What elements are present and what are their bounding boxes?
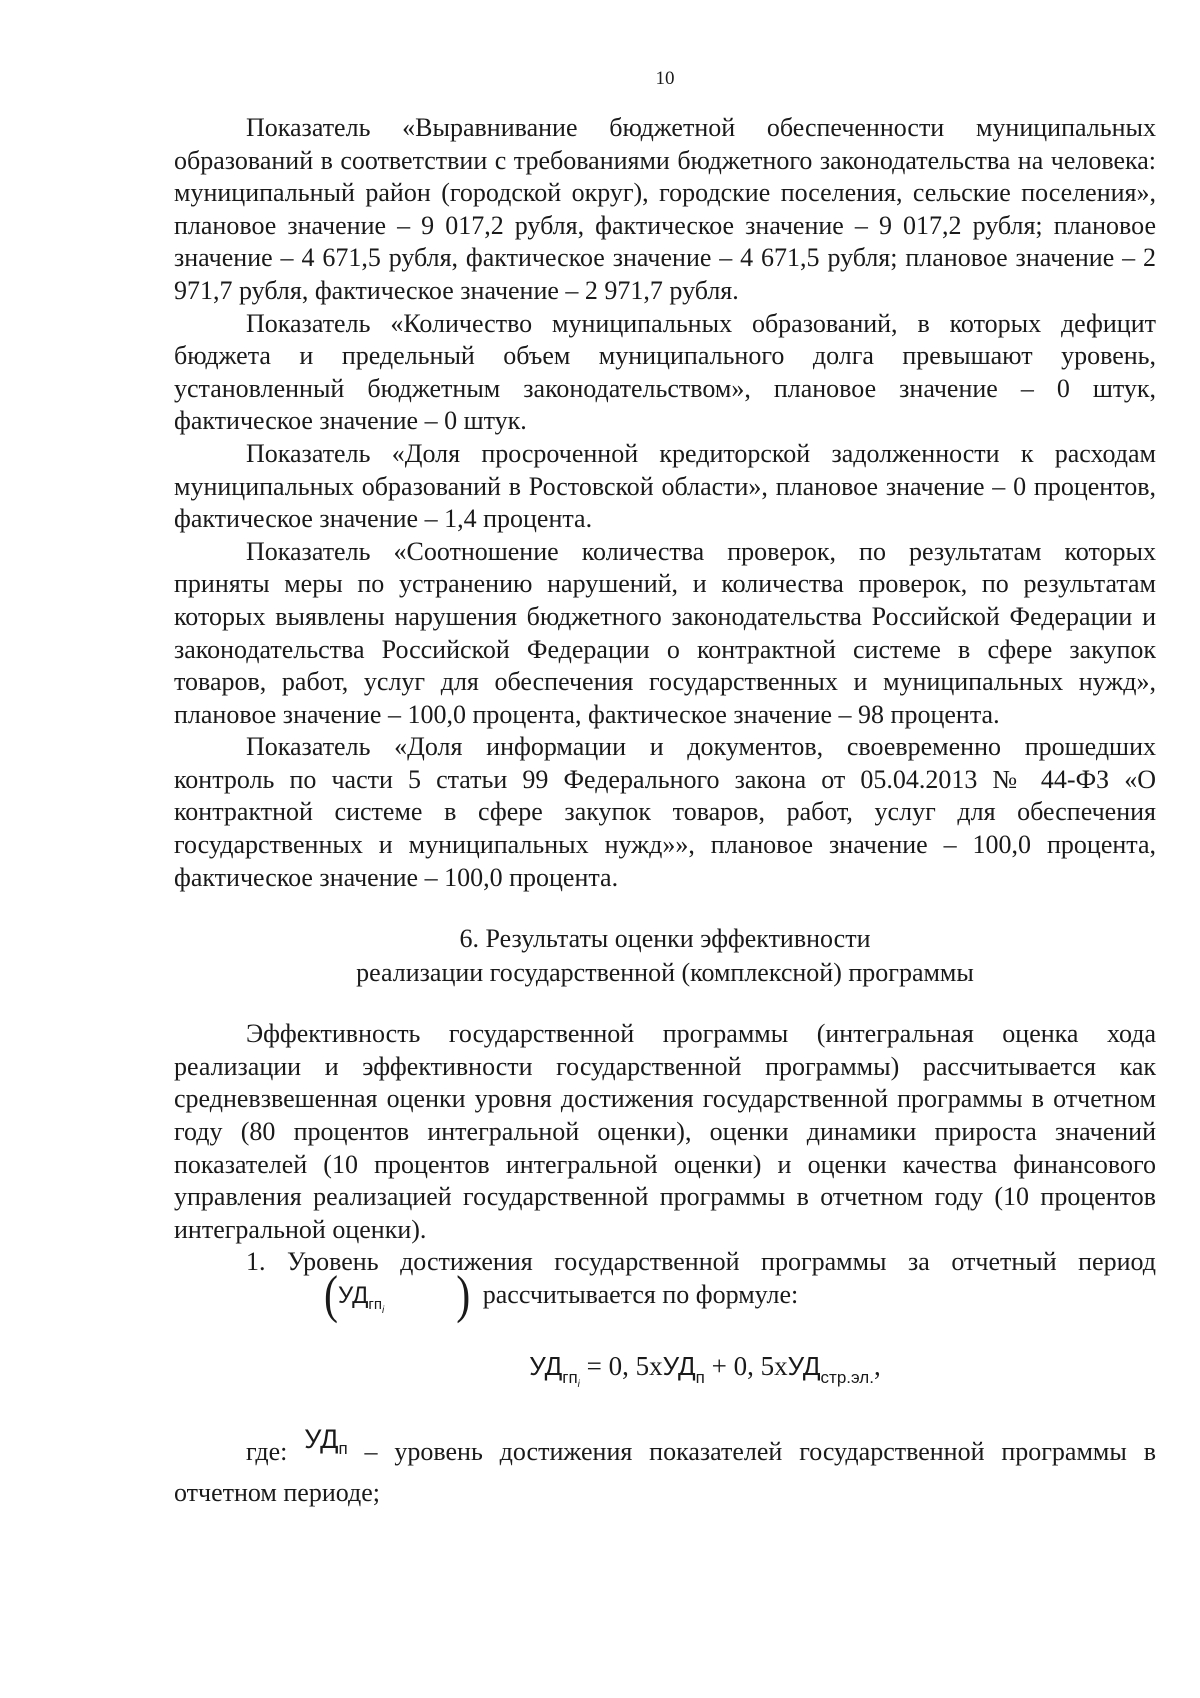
formula-plus: + [704, 1350, 734, 1381]
open-paren: ( [324, 1267, 338, 1325]
formula-lhs: $УД_{гп_i}$ [529, 1350, 580, 1390]
section-heading-line2: реализации государственной (комплексной) программы [356, 958, 974, 988]
close-paren: ) [456, 1267, 471, 1325]
item1-tail-text: рассчитывается по формуле: [482, 1280, 799, 1309]
item1-lead-text: 1. Уровень достижения государственной программы за отчетный период [246, 1247, 1156, 1277]
where-symbol: $УД_п$ [304, 1423, 348, 1458]
where-text: – уровень достижения показателей государственной программы в отчетном периоде; [174, 1436, 1156, 1508]
ud-gp-symbol-sub: гпi [368, 1296, 385, 1316]
paragraph-item1 [174, 1246, 1156, 1327]
section-heading-line1: 6. Результаты оценки эффективности [459, 924, 871, 954]
paragraph-indicator-overdue-debt: Показатель «Доля просроченной кредиторской задолженности к расходам муниципальных образований в Ростовской области», плановое значение – 0 процентов, фактическое значение – 1,4 процента. [174, 438, 1156, 534]
paragraph-indicator-timely-control: Показатель «Доля информации и документов, своевременно прошедших контроль по части 5 статьи 99 Федерального закона от 05.04.2013 № 44-ФЗ «О контрактной системе в сфере закупок товаров, работ, услуг для обеспечения государственных и муниципальных нужд»», плановое значение – 100,0 процента, фактическое значение – 100,0 процента. [174, 732, 1156, 892]
formula-coef1: 0, 5х [608, 1350, 663, 1381]
formula-equals: = [579, 1350, 609, 1381]
document-body [174, 112, 1156, 1510]
formula-ud-gp [174, 1346, 1156, 1405]
formula-term1: $УД_п$ [662, 1350, 705, 1387]
paragraph-indicator-inspections-ratio: Показатель «Соотношение количества проверок, по результатам которых приняты меры по устранению нарушений, и количества проверок, по результатам которых выявлены нарушения бюджетного законодательства Российской Федерации и законодательства Российской Федерации о контрактной системе в сфере закупок товаров, работ, услуг для обеспечения государственных и муниципальных нужд», плановое значение – 100,0 процента, фактическое значение – 98 процента. [174, 536, 1156, 729]
paragraph-indicator-deficit-municipalities: Показатель «Количество муниципальных образований, в которых дефицит бюджета и предельный объем муниципального долга превышают уровень, установленный бюджетным законодательством», плановое значение – 0 штук, фактическое значение – 0 штук. [174, 308, 1156, 436]
paragraph-where-definition [174, 1423, 1156, 1510]
formula-trail: , [873, 1350, 881, 1381]
page-number: 10 [655, 68, 675, 89]
where-prefix: где: [246, 1436, 305, 1466]
formula-coef2: 0, 5х [733, 1350, 788, 1381]
ud-gp-symbol [174, 1267, 476, 1328]
section-heading [174, 922, 1156, 990]
ud-gp-symbol-subsub: i [382, 1305, 385, 1316]
paragraph-indicator-budget-equalization: Показатель «Выравнивание бюджетной обеспеченности муниципальных образований в соответствии с требованиями бюджетного законодательства на человека: муниципальный район (городской округ), городские поселения, сельские поселения», плановое значение – 9 017,2 рубля, фактическое значение – 9 017,2 рубля; плановое значение – 4 671,5 рубля, фактическое значение – 4 671,5 рубля; плановое значение – 2 971,7 рубля, фактическое значение – 2 971,7 рубля. [174, 113, 1156, 305]
formula-term2: $УД_{стр.эл.}$ [787, 1350, 874, 1387]
paragraph-effectiveness-definition: Эффективность государственной программы (интегральная оценка хода реализации и эффективности государственной программы) рассчитывается как средневзвешенная оценки уровня достижения государственной программы в отчетном году (80 процентов интегральной оценки), оценки динамики прироста значений показателей (10 процентов интегральной оценки) и оценки качества финансового управления реализацией государственной программы в отчетном году (10 процентов интегральной оценки). [174, 1019, 1156, 1244]
ud-gp-symbol-main: УД [338, 1282, 369, 1309]
